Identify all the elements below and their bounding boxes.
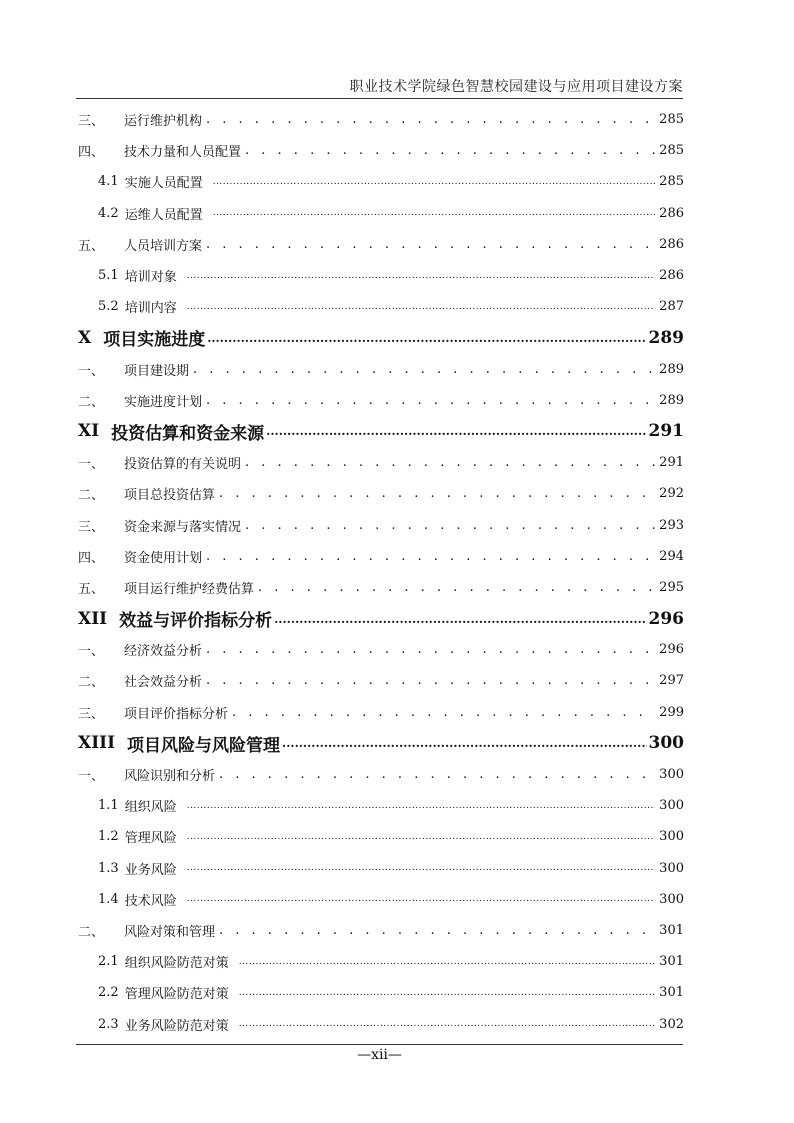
toc-section-entry[interactable] xyxy=(78,104,684,135)
toc-chapter-entry[interactable] xyxy=(78,322,684,353)
toc-entry-page: 300 xyxy=(659,860,684,876)
toc-chapter-entry[interactable] xyxy=(78,603,684,634)
toc-subsection-entry[interactable] xyxy=(78,260,684,291)
toc-dot-leader xyxy=(187,801,655,811)
toc-entry-title: 资金使用计划 xyxy=(124,550,203,566)
toc-subsection-entry[interactable] xyxy=(78,946,684,977)
toc-entry-page: 285 xyxy=(659,174,684,190)
toc-dot-leader xyxy=(219,767,655,782)
toc-entry-number: X xyxy=(78,327,92,348)
toc-subsection-entry[interactable] xyxy=(78,198,684,229)
toc-entry-title: 业务风险 xyxy=(124,862,177,878)
toc-section-entry[interactable] xyxy=(78,572,684,603)
toc-entry-page: 289 xyxy=(659,361,684,377)
toc-subsection-entry[interactable] xyxy=(78,821,684,852)
toc-entry-page: 286 xyxy=(659,236,684,252)
toc-dot-leader xyxy=(219,923,655,938)
toc-entry-number: 1.2 xyxy=(98,829,119,845)
toc-entry-number: 5.1 xyxy=(98,268,119,284)
toc-entry-title: 投资估算的有关说明 xyxy=(124,457,242,473)
toc-entry-number: 1.3 xyxy=(98,860,119,876)
toc-entry-title: 项目评价指标分析 xyxy=(124,706,229,722)
toc-subsection-entry[interactable] xyxy=(78,853,684,884)
toc-entry-title: 运行维护机构 xyxy=(124,114,203,130)
toc-entry-number: 4.2 xyxy=(98,205,119,221)
toc-entry-page: 301 xyxy=(659,954,684,970)
toc-entry-page: 297 xyxy=(659,673,684,689)
toc-entry-page: 286 xyxy=(659,268,684,284)
toc-subsection-entry[interactable] xyxy=(78,291,684,322)
toc-section-entry[interactable] xyxy=(78,665,684,696)
toc-section-entry[interactable] xyxy=(78,697,684,728)
toc-section-entry[interactable] xyxy=(78,759,684,790)
toc-dot-leader xyxy=(258,580,655,595)
toc-entry-page: 292 xyxy=(659,486,684,502)
toc-entry-title: 人员培训方案 xyxy=(124,238,203,254)
toc-entry-number: XII xyxy=(78,608,108,629)
toc-dot-leader xyxy=(187,302,655,312)
toc-dot-leader xyxy=(187,863,655,873)
toc-entry-page: 300 xyxy=(659,829,684,845)
toc-section-entry[interactable] xyxy=(78,229,684,260)
toc-entry-number: 五、 xyxy=(78,581,105,597)
toc-entry-page: 291 xyxy=(648,421,684,442)
toc-dot-leader xyxy=(274,612,646,626)
toc-entry-number: 四、 xyxy=(78,145,105,161)
toc-section-entry[interactable] xyxy=(78,478,684,509)
toc-dot-leader xyxy=(206,112,655,127)
toc-entry-page: 299 xyxy=(659,704,684,720)
toc-subsection-entry[interactable] xyxy=(78,884,684,915)
toc-chapter-entry[interactable] xyxy=(78,416,684,447)
toc-entry-number: 一、 xyxy=(78,769,105,785)
toc-dot-leader xyxy=(206,673,655,688)
toc-entry-page: 289 xyxy=(659,392,684,408)
toc-entry-number: 一、 xyxy=(78,457,105,473)
toc-dot-leader xyxy=(213,177,655,187)
toc-entry-number: 1.1 xyxy=(98,798,119,814)
toc-entry-page: 289 xyxy=(648,327,684,348)
toc-entry-title: 项目总投资估算 xyxy=(124,488,216,504)
toc-entry-page: 300 xyxy=(648,733,684,754)
toc-dot-leader xyxy=(213,208,655,218)
toc-subsection-entry[interactable] xyxy=(78,166,684,197)
toc-entry-page: 301 xyxy=(659,985,684,1001)
toc-entry-title: 组织风险防范对策 xyxy=(124,956,229,972)
toc-dot-leader xyxy=(266,424,646,438)
toc-entry-number: 5.2 xyxy=(98,299,119,315)
toc-dot-leader xyxy=(206,393,655,408)
toc-entry-number: 二、 xyxy=(78,675,105,691)
toc-entry-title: 实施进度计划 xyxy=(124,394,203,410)
toc-entry-title: 风险对策和管理 xyxy=(124,924,216,940)
toc-entry-title: 技术力量和人员配置 xyxy=(124,145,242,161)
toc-entry-page: 285 xyxy=(659,143,684,159)
toc-dot-leader xyxy=(207,331,646,345)
footer-rule xyxy=(76,1044,683,1045)
toc-entry-title: 管理风险防范对策 xyxy=(124,987,229,1003)
toc-entry-page: 302 xyxy=(659,1016,684,1032)
toc-entry-page: 293 xyxy=(659,517,684,533)
toc-dot-leader xyxy=(282,736,646,750)
toc-entry-title: 效益与评价指标分析 xyxy=(119,611,273,632)
toc-entry-page: 295 xyxy=(659,579,684,595)
toc-entry-title: 实施人员配置 xyxy=(124,176,203,192)
toc-dot-leader xyxy=(193,362,655,377)
running-header: 职业技术学院绿色智慧校园建设与应用项目建设方案 xyxy=(349,79,683,95)
toc-entry-page: 291 xyxy=(659,455,684,471)
toc-entry-number: 1.4 xyxy=(98,891,119,907)
toc-entry-number: 二、 xyxy=(78,924,105,940)
toc-entry-title: 资金来源与落实情况 xyxy=(124,519,242,535)
toc-dot-leader xyxy=(206,642,655,657)
toc-entry-number: XI xyxy=(78,421,100,442)
toc-entry-title: 社会效益分析 xyxy=(124,675,203,691)
toc-entry-number: 五、 xyxy=(78,238,105,254)
toc-entry-title: 管理风险 xyxy=(124,831,177,847)
toc-entry-number: 2.3 xyxy=(98,1016,119,1032)
toc-subsection-entry[interactable] xyxy=(78,1008,684,1039)
toc-entry-title: 项目运行维护经费估算 xyxy=(124,581,255,597)
toc-section-entry[interactable] xyxy=(78,385,684,416)
toc-dot-leader xyxy=(245,518,655,533)
toc-entry-page: 296 xyxy=(648,608,684,629)
toc-subsection-entry[interactable] xyxy=(78,977,684,1008)
toc-entry-number: 三、 xyxy=(78,114,105,130)
toc-entry-title: 项目建设期 xyxy=(124,363,190,379)
toc-subsection-entry[interactable] xyxy=(78,790,684,821)
toc-section-entry[interactable] xyxy=(78,509,684,540)
toc-entry-number: 二、 xyxy=(78,394,105,410)
toc-section-entry[interactable] xyxy=(78,915,684,946)
toc-entry-page: 286 xyxy=(659,205,684,221)
toc-dot-leader xyxy=(232,705,655,720)
toc-entry-number: 三、 xyxy=(78,706,105,722)
toc-dot-leader xyxy=(239,1019,655,1029)
toc-section-entry[interactable] xyxy=(78,634,684,665)
header-rule xyxy=(76,98,683,99)
toc-dot-leader xyxy=(187,894,655,904)
toc-entry-page: 294 xyxy=(659,548,684,564)
toc-entry-number: 2.1 xyxy=(98,954,119,970)
toc-entry-title: 项目风险与风险管理 xyxy=(127,735,281,756)
toc-entry-page: 300 xyxy=(659,798,684,814)
toc-entry-number: 4.1 xyxy=(98,174,119,190)
page-number: —xii— xyxy=(357,1047,402,1063)
toc-entry-title: 经济效益分析 xyxy=(124,644,203,660)
toc-entry-title: 风险识别和分析 xyxy=(124,769,216,785)
toc-entry-number: 二、 xyxy=(78,488,105,504)
toc-entry-title: 业务风险防范对策 xyxy=(124,1018,229,1034)
toc-section-entry[interactable] xyxy=(78,541,684,572)
toc-dot-leader xyxy=(245,455,655,470)
toc-section-entry[interactable] xyxy=(78,354,684,385)
toc-dot-leader xyxy=(239,988,655,998)
toc-entry-number: 四、 xyxy=(78,550,105,566)
toc-dot-leader xyxy=(239,957,655,967)
toc-entry-title: 项目实施进度 xyxy=(103,330,206,351)
toc-entry-number: 2.2 xyxy=(98,985,119,1001)
toc-entry-page: 300 xyxy=(659,891,684,907)
toc-entry-page: 300 xyxy=(659,767,684,783)
toc-entry-title: 培训对象 xyxy=(124,270,177,286)
toc-entry-page: 287 xyxy=(659,299,684,315)
toc-dot-leader xyxy=(206,549,655,564)
toc-dot-leader xyxy=(187,271,655,281)
toc-entry-number: XIII xyxy=(78,733,116,754)
toc-dot-leader xyxy=(219,486,655,501)
toc-entry-title: 培训内容 xyxy=(124,301,177,317)
table-of-contents xyxy=(78,104,684,1040)
toc-entry-title: 技术风险 xyxy=(124,893,177,909)
toc-chapter-entry[interactable] xyxy=(78,728,684,759)
toc-entry-page: 301 xyxy=(659,922,684,938)
toc-entry-title: 投资估算和资金来源 xyxy=(111,423,265,444)
toc-entry-page: 285 xyxy=(659,112,684,128)
toc-entry-number: 三、 xyxy=(78,519,105,535)
toc-section-entry[interactable] xyxy=(78,447,684,478)
toc-dot-leader xyxy=(245,143,655,158)
toc-entry-title: 组织风险 xyxy=(124,800,177,816)
toc-entry-title: 运维人员配置 xyxy=(124,207,203,223)
toc-entry-page: 296 xyxy=(659,642,684,658)
toc-entry-number: 一、 xyxy=(78,363,105,379)
toc-dot-leader xyxy=(187,832,655,842)
toc-entry-number: 一、 xyxy=(78,644,105,660)
toc-section-entry[interactable] xyxy=(78,135,684,166)
toc-dot-leader xyxy=(206,237,655,252)
